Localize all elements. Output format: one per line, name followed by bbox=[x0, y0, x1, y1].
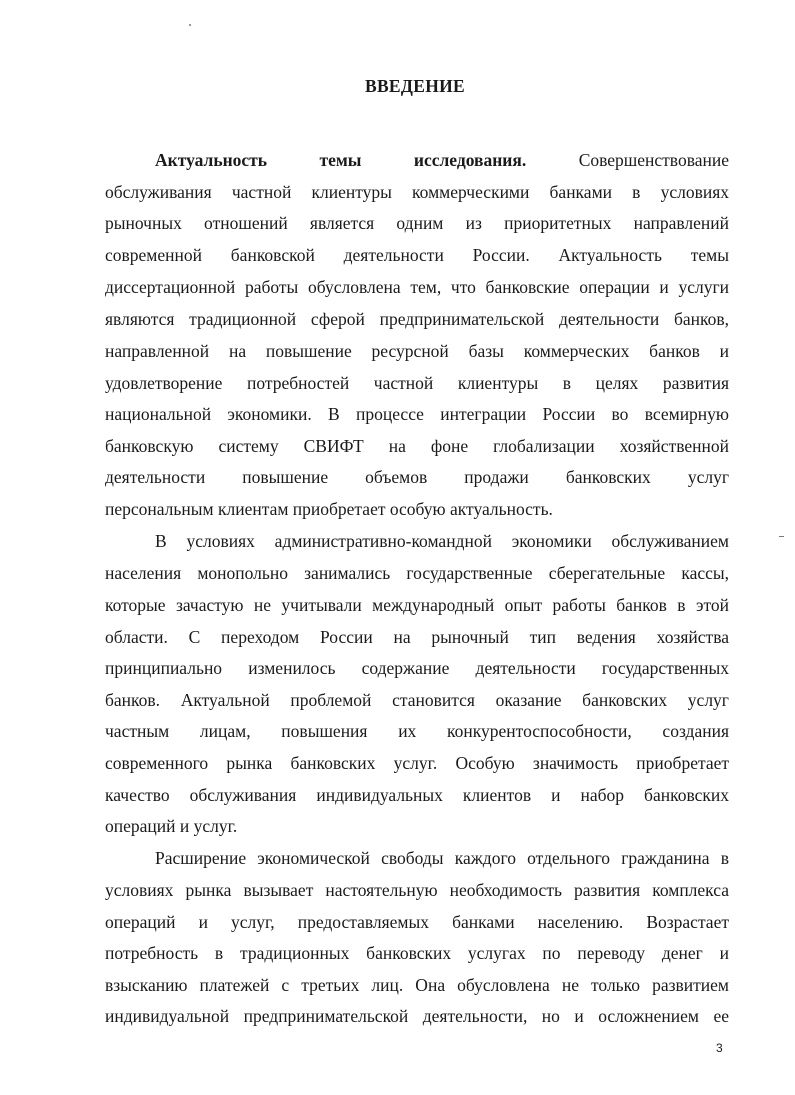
paragraph-2-line: частным лицам, повышения их конкурентоспособности, создания bbox=[105, 721, 729, 741]
paragraph-1-line-1 bbox=[155, 150, 729, 170]
paragraph-3-line-1: Расширение экономической свободы каждого отдельного гражданина в bbox=[155, 848, 729, 868]
lead-rest-text: Совершенствование bbox=[578, 150, 730, 170]
paragraph-2-line: области. С переходом России на рыночный тип ведения хозяйства bbox=[105, 627, 729, 647]
paragraph-2-line-1: В условиях административно-командной экономики обслуживанием bbox=[155, 531, 729, 551]
scan-artifact-dash bbox=[779, 536, 784, 537]
paragraph-2-line: населения монопольно занимались государственные сберегательные кассы, bbox=[105, 563, 729, 583]
paragraph-1-line: удовлетворение потребностей частной клиентуры в целях развития bbox=[105, 373, 729, 393]
paragraph-3-line: индивидуальной предпринимательской деятельности, но и осложнением ее bbox=[105, 1006, 729, 1026]
paragraph-3-line: операций и услуг, предоставляемых банками населению. Возрастает bbox=[105, 912, 729, 932]
paragraph-1-line: персональным клиентам приобретает особую актуальность. bbox=[105, 499, 553, 519]
paragraph-1-line: обслуживания частной клиентуры коммерческими банками в условиях bbox=[105, 182, 729, 202]
paragraph-1-line: банковскую систему СВИФТ на фоне глобализации хозяйственной bbox=[105, 436, 729, 456]
paragraph-1-line: национальной экономики. В процессе интеграции России во всемирную bbox=[105, 404, 729, 424]
paragraph-1-line: рыночных отношений является одним из приоритетных направлений bbox=[105, 213, 729, 233]
paragraph-2-line: которые зачастую не учитывали международный опыт работы банков в этой bbox=[105, 595, 729, 615]
lead-bold-text: Актуальность темы исследования. bbox=[155, 150, 527, 170]
page-number: 3 bbox=[716, 1041, 723, 1055]
scan-artifact-speck bbox=[189, 24, 191, 26]
paragraph-3-line: потребность в традиционных банковских услугах по переводу денег и bbox=[105, 943, 729, 963]
paragraph-1-line: направленной на повышение ресурсной базы коммерческих банков и bbox=[105, 341, 729, 361]
paragraph-1-line: деятельности повышение объемов продажи банковских услуг bbox=[105, 467, 729, 487]
paragraph-1-line: являются традиционной сферой предпринимательской деятельности банков, bbox=[105, 309, 729, 329]
paragraph-2-line: операций и услуг. bbox=[105, 816, 238, 836]
paragraph-3-line: взысканию платежей с третьих лиц. Она обусловлена не только развитием bbox=[105, 975, 729, 995]
section-heading: ВВЕДЕНИЕ bbox=[364, 76, 466, 96]
paragraph-3-line: условиях рынка вызывает настоятельную необходимость развития комплекса bbox=[105, 880, 729, 900]
paragraph-1-line: современной банковской деятельности России. Актуальность темы bbox=[105, 245, 729, 265]
paragraph-2-line: качество обслуживания индивидуальных клиентов и набор банковских bbox=[105, 785, 729, 805]
paragraph-1-line: диссертационной работы обусловлена тем, что банковские операции и услуги bbox=[105, 277, 729, 297]
paragraph-2-line: принципиально изменилось содержание деятельности государственных bbox=[105, 658, 729, 678]
paragraph-2-line: банков. Актуальной проблемой становится оказание банковских услуг bbox=[105, 690, 729, 710]
paragraph-2-line: современного рынка банковских услуг. Особую значимость приобретает bbox=[105, 753, 729, 773]
